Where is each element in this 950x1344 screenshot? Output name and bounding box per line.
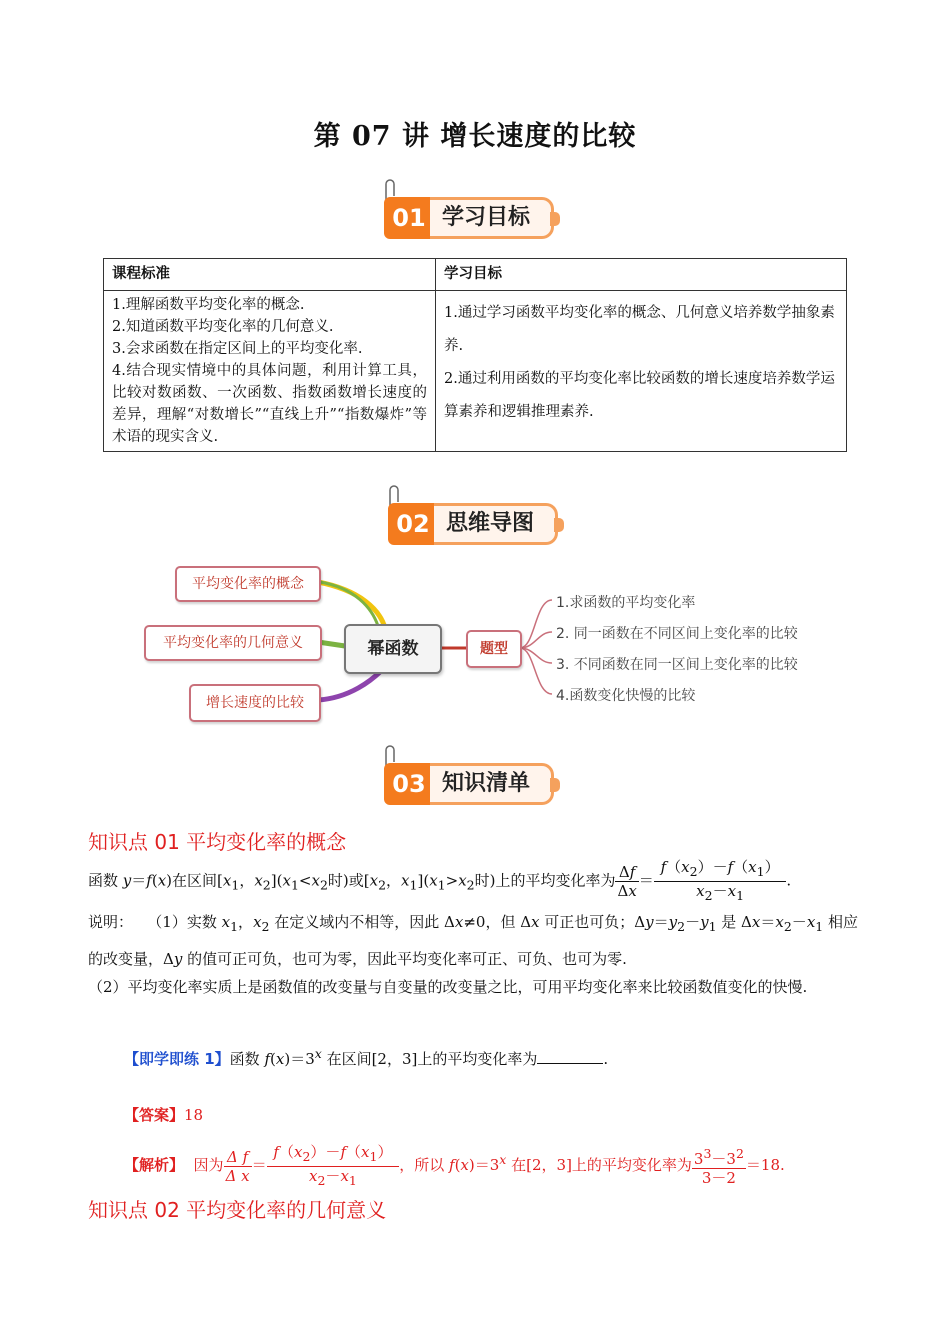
fraction-delta-f: $\frac{\text{Δ f}}{\text{Δ x}}$ — [225, 1147, 250, 1185]
knowledge-point-02-title: 知识点 02 平均变化率的几何意义 — [88, 1198, 387, 1222]
answer-label: 【答案】 — [124, 1106, 185, 1124]
table-header-standards: 课程标准 — [104, 259, 436, 291]
mindmap-branch: 3. 不同函数在同一区间上变化率的比较 — [556, 657, 798, 673]
fraction-difference-quotient: $\frac{f(x_2)-f(x_1)}{x_2-x_1}$ — [654, 858, 787, 905]
mindmap-node-growth: 增长速度的比较 — [189, 684, 321, 722]
answer-value: 18 — [184, 1106, 204, 1124]
mindmap-center-node: 幂函数 — [344, 624, 442, 674]
fraction-result: $\frac{3^3-3^2}{3-2}$ — [693, 1146, 744, 1187]
section-number: 02 — [388, 503, 438, 545]
answer-line — [124, 1099, 904, 1132]
section-label: 学习目标 — [430, 197, 554, 239]
mindmap-node-geometric: 平均变化率的几何意义 — [144, 625, 322, 661]
definition-note-2: （2）平均变化率实质上是函数值的改变量与自变量的改变量之比，可用平均变化率来比较函数值变化的快慢. — [88, 978, 808, 996]
section-banner-02 — [388, 484, 578, 548]
goal-item: 2.通过利用函数的平均变化率比较函数的增长速度培养数学运算素养和逻辑推理素养. — [444, 371, 835, 420]
standards-cell — [104, 291, 436, 452]
answer-blank[interactable] — [537, 1047, 603, 1064]
analysis-label: 【解析】 — [124, 1156, 185, 1174]
standard-item: 3.会求函数在指定区间上的平均变化率. — [112, 341, 363, 357]
section-label: 思维导图 — [434, 503, 558, 545]
mindmap-branch: 4.函数变化快慢的比较 — [556, 688, 696, 704]
practice-label: 【即学即练 1】 — [124, 1050, 230, 1068]
analysis-line: 【解析】 因为 $\frac{\text{Δ f}}{\text{Δ x}}$ ＝ $\frac{f(x_2)-f(x_1)}{x_2-x_1}$ ，所以 $f(x)=3^x$ 在[2，3]上的平均变化率为 $\frac{3^3-3^2}{3-2}$ ＝18. — [124, 1142, 785, 1188]
goal-item: 1.通过学习函数平均变化率的概念、几何意义培养数学抽象素养. — [444, 305, 835, 354]
standard-item: 2.知道函数平均变化率的几何意义. — [112, 319, 334, 335]
section-banner-03 — [384, 744, 574, 808]
standard-item: 4.结合现实情境中的具体问题，利用计算工具，比较对数函数、一次函数、指数函数增长速度的差异，理解“对数增长”“直线上升”“指数爆炸”等术语的现实含义. — [112, 363, 427, 445]
mindmap-node-concept: 平均变化率的概念 — [175, 566, 321, 602]
definition-notes: 说明： （1）实数 $x_1$，$x_2$ 在定义域内不相等，因此 Δx≠0，但 Δx 可正也可负；$\Delta y=y_2-y_1$ 是 $\Delta x=x_2-x_1$ 相应的改变量，Δy 的值可正可负，也可为零，因此平均变化率可正、可负、也可为零. — [88, 913, 859, 968]
page-title: 第 07 讲 增长速度的比较 — [313, 121, 637, 152]
mindmap-node-question-types: 题型 — [466, 630, 522, 668]
table-header-goals: 学习目标 — [436, 259, 847, 291]
fraction-difference-quotient: $\frac{f(x_2)-f(x_1)}{x_2-x_1}$ — [267, 1143, 400, 1190]
section-number: 03 — [384, 763, 434, 805]
fraction-delta-f: $\frac{\Delta f}{\Delta x}$ — [617, 863, 637, 900]
section-banner-01 — [384, 178, 574, 242]
goals-cell — [436, 291, 847, 452]
mindmap-branch: 1.求函数的平均变化率 — [556, 595, 696, 611]
knowledge-point-01-title: 知识点 01 平均变化率的概念 — [88, 830, 347, 854]
mindmap-branch: 2. 同一函数在不同区间上变化率的比较 — [556, 626, 798, 642]
practice-1: 【即学即练 1】函数 $f(x)=3^x$ 在区间[2，3]上的平均变化率为 . — [124, 1046, 609, 1068]
goals-table — [103, 258, 847, 452]
section-number: 01 — [384, 197, 434, 239]
average-rate-definition: 函数 y＝f(x)在区间[$x_1$，$x_2](x_1<x_2$时)或[$x_2$，$x_1](x_1>x_2$时)上的平均变化率为 $\frac{\Delta f}{\Delta x}$ ＝ $\frac{f(x_2)-f(x_1)}{x_2-x_1}$ . — [88, 858, 792, 903]
section-label: 知识清单 — [430, 763, 554, 805]
standard-item: 1.理解函数平均变化率的概念. — [112, 297, 305, 313]
